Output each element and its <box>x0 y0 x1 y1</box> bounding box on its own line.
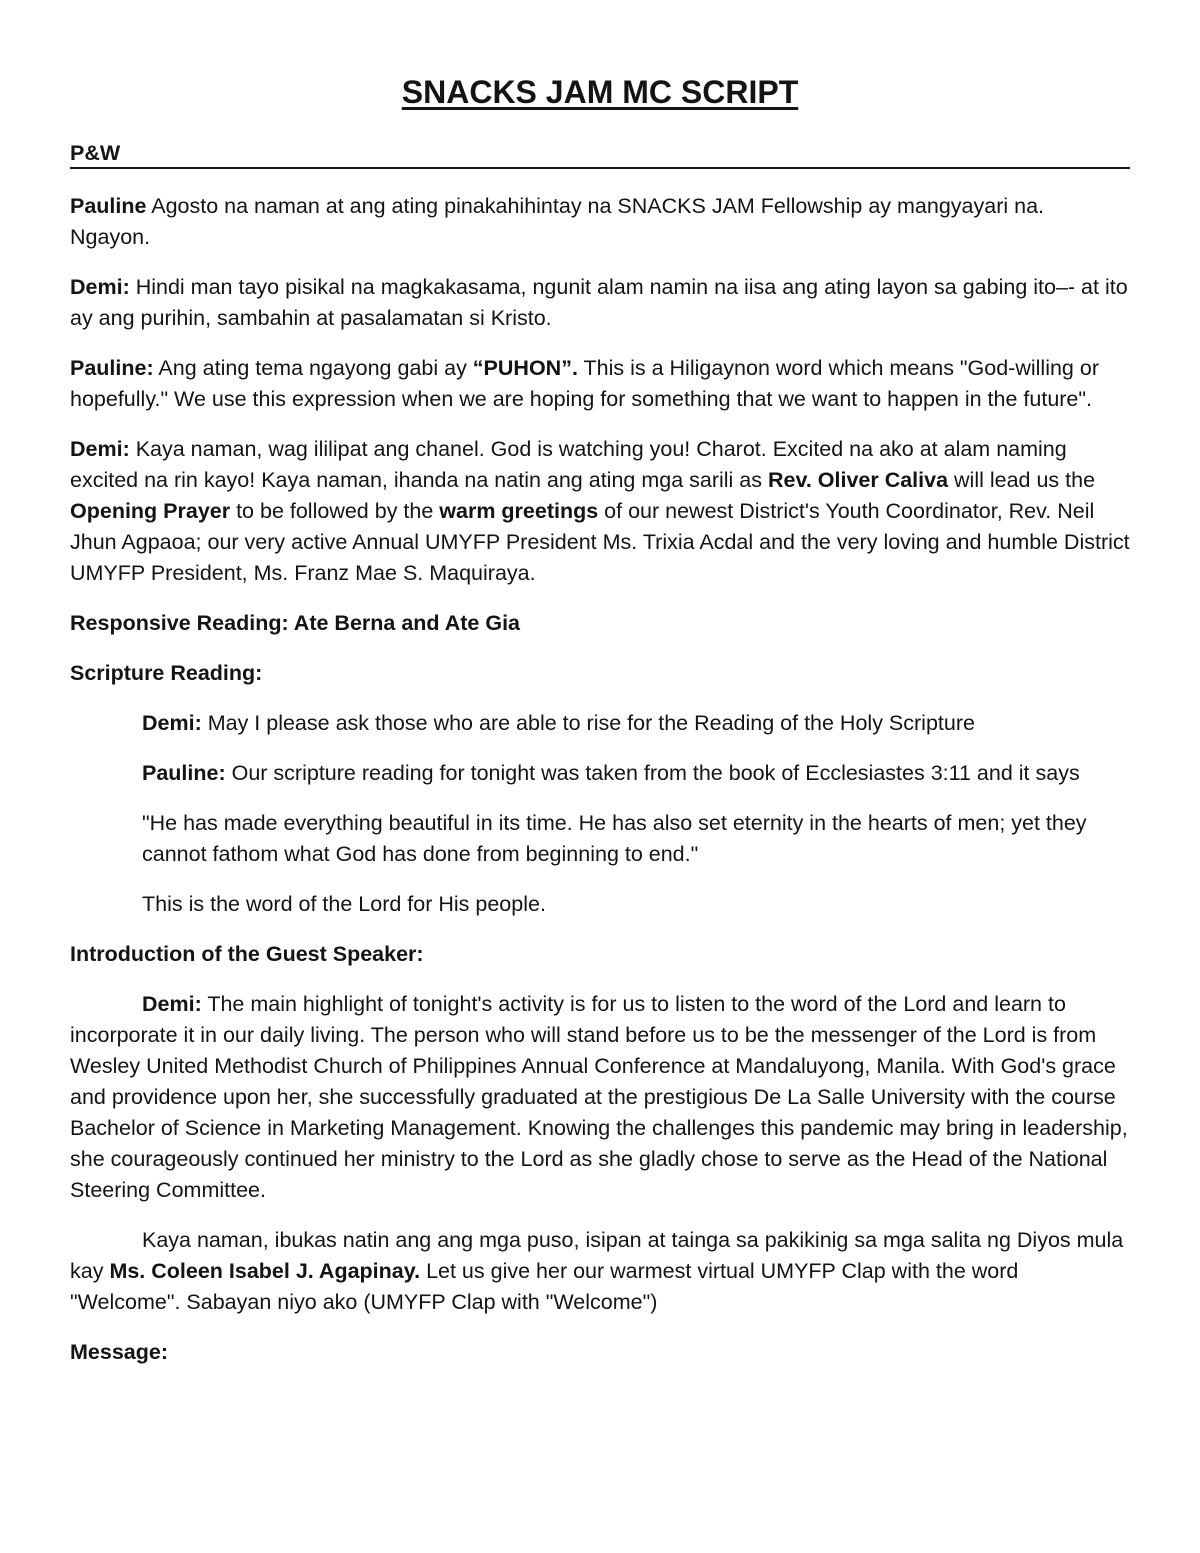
speaker-label: Demi: <box>142 711 202 735</box>
heading-scripture-reading <box>70 658 1130 689</box>
scripture-closing: This is the word of the Lord for His people. <box>142 892 546 916</box>
bold-phrase: warm greetings <box>439 499 599 523</box>
speaker-label: Pauline <box>70 194 147 218</box>
heading-message <box>70 1337 1130 1368</box>
paragraph-text: Kaya naman, wag ililipat ang chanel. God is watching you! Charot. Excited na ako at alam naming excited na rin kayo! Kaya naman, ihanda na natin ang ating mga sarili as <box>70 437 1067 492</box>
speaker-label: Demi: <box>70 275 130 299</box>
speaker-label: Demi: <box>70 437 130 461</box>
paragraph-pauline-scripture <box>70 758 1130 789</box>
paragraph-text: Hindi man tayo pisikal na magkakasama, ngunit alam namin na iisa ang ating layon sa gabing ito–- at ito ay ang purihin, sambahin at pasalamatan si Kristo. <box>70 275 1128 330</box>
paragraph-text: Ang ating tema ngayong gabi ay <box>153 356 473 380</box>
paragraph-demi-intro <box>70 272 1130 334</box>
heading-text: Responsive Reading: Ate Berna and Ate Gia <box>70 611 521 635</box>
heading-guest-speaker <box>70 939 1130 970</box>
speaker-label: Demi: <box>142 992 202 1016</box>
heading-responsive-reading <box>70 608 1130 639</box>
page-title: SNACKS JAM MC SCRIPT <box>401 74 799 110</box>
speaker-label: Pauline: <box>70 356 154 380</box>
speaker-label: Pauline: <box>142 761 226 785</box>
paragraph-text: Let us give her our warmest virtual UMYFP Clap with the word "Welcome". Sabayan niyo ako (UMYFP Clap with "Welcome") <box>70 1259 1019 1314</box>
theme-word: “PUHON”. <box>472 356 578 380</box>
heading-text: Introduction of the Guest Speaker: <box>70 942 424 966</box>
guest-speaker-name: Ms. Coleen Isabel J. Agapinay. <box>109 1259 421 1283</box>
paragraph-demi-rise <box>70 708 1130 739</box>
scripture-quote: "He has made everything beautiful in its time. He has also set eternity in the hearts of men; yet they cannot fathom what God has done from beginning to end." <box>142 811 1087 866</box>
paragraph-text: Our scripture reading for tonight was taken from the book of Ecclesiastes 3:11 and it says <box>225 761 1080 785</box>
section-heading-pw: P&W <box>70 141 1130 169</box>
paragraph-text: Kaya naman, ibukas natin ang ang mga puso, isipan at tainga sa pakikinig sa mga salita ng Diyos mula kay <box>70 1228 1124 1283</box>
paragraph-text: The main highlight of tonight's activity is for us to listen to the word of the Lord and learn to incorporate it in our daily living. The person who will stand before us to be the messenger of the Lord is from Wesley United Methodist Church of Philippines Annual Conference at Mandaluyong, Manila. With God's grace and providence upon her, she successfully graduated at the prestigious De La Salle University with the course Bachelor of Science in Marketing Management. Knowing the challenges this pandemic may bring in leadership, she courageously continued her ministry to the Lord as she gladly chose to serve as the Head of the National Steering Committee. <box>70 992 1128 1202</box>
paragraph-text: This is a Hiligaynon word which means "God-willing or hopefully." We use this expression when we are hoping for something that we want to happen in the future". <box>70 356 1099 411</box>
paragraph-text: will lead us the <box>948 468 1096 492</box>
paragraph-text: of our newest District's Youth Coordinator, Rev. Neil Jhun Agpaoa; our very active Annual UMYFP President Ms. Trixia Acdal and the very loving and humble District UMYFP President, Ms. Franz Mae S. Maquiraya. <box>70 499 1130 585</box>
paragraph-welcome <box>70 1225 1130 1318</box>
paragraph-text: May I please ask those who are able to rise for the Reading of the Holy Scripture <box>201 711 975 735</box>
bold-phrase: Opening Prayer <box>70 499 231 523</box>
heading-text: Scripture Reading: <box>70 661 263 685</box>
heading-text: Message: <box>70 1340 168 1364</box>
paragraph-pauline-intro <box>70 191 1130 253</box>
paragraph-pauline-theme <box>70 353 1130 415</box>
paragraph-demi-speaker-intro <box>70 989 1130 1206</box>
script-body <box>70 191 1130 1387</box>
paragraph-text: Agosto na naman at ang ating pinakahihintay na SNACKS JAM Fellowship ay mangyayari na. Ngayon. <box>70 194 1045 249</box>
bold-name: Rev. Oliver Caliva <box>767 468 949 492</box>
paragraph-text: to be followed by the <box>230 499 440 523</box>
paragraph-demi-opening <box>70 434 1130 589</box>
